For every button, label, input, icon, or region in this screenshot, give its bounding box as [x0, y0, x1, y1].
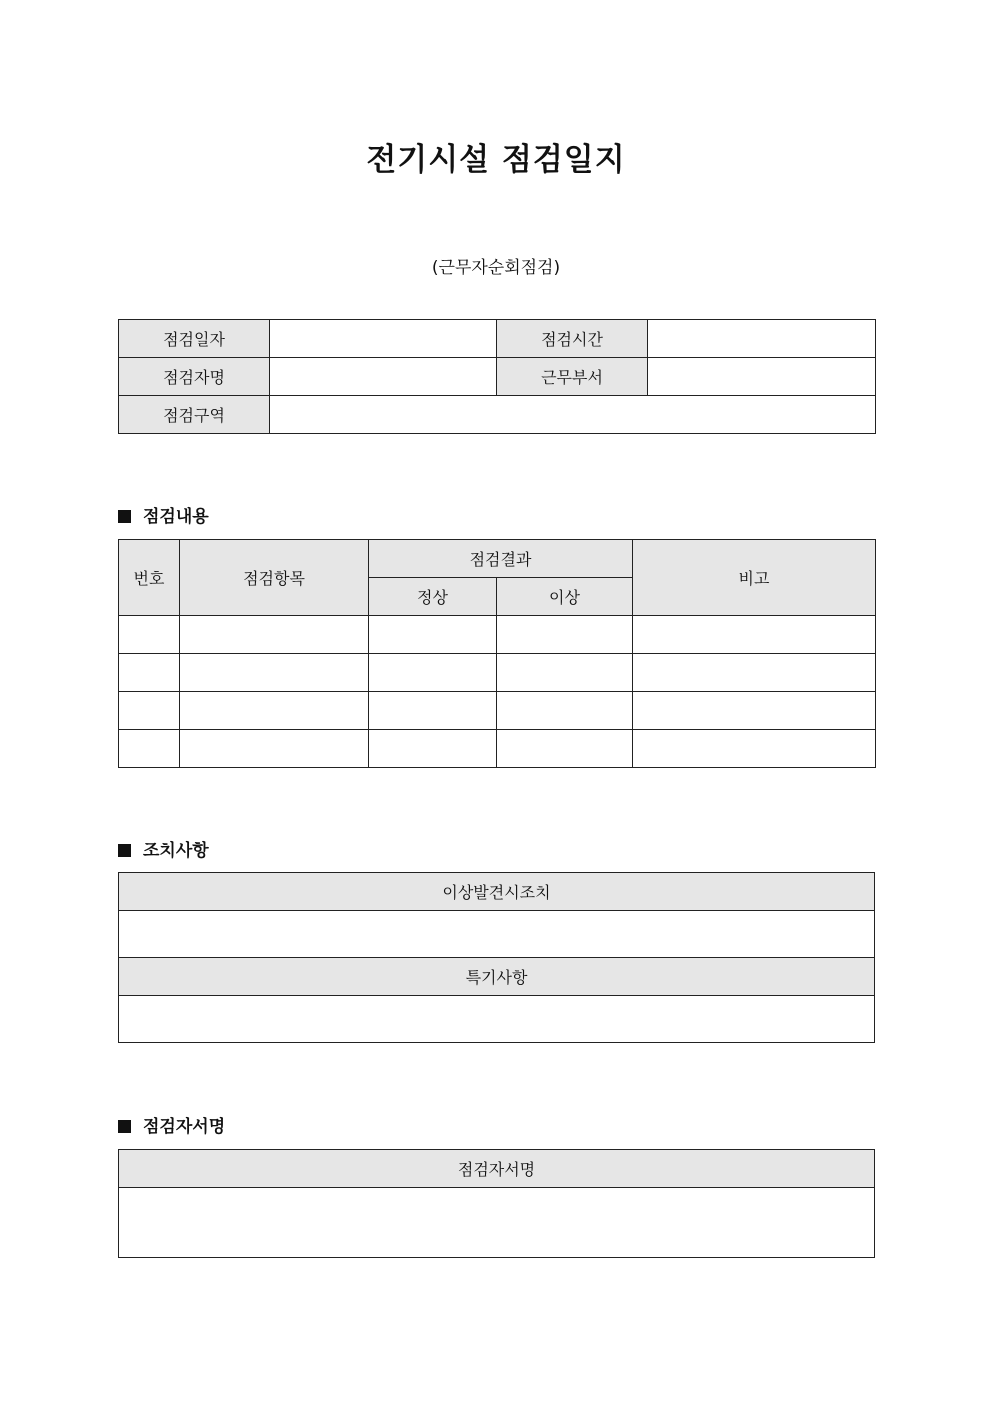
row-abnormal-cell[interactable] — [497, 654, 633, 692]
inspection-items-table — [118, 539, 876, 768]
table-row — [119, 692, 876, 730]
square-bullet-icon — [118, 844, 131, 857]
row-item-cell[interactable] — [180, 654, 369, 692]
row-item-cell[interactable] — [180, 616, 369, 654]
row-normal-cell[interactable] — [369, 730, 497, 768]
special-notes-field[interactable] — [119, 996, 875, 1043]
signature-field[interactable] — [119, 1188, 875, 1258]
area-label: 점검구역 — [119, 396, 270, 434]
page-title: 전기시설 점검일지 — [366, 142, 626, 178]
row-note-cell[interactable] — [633, 616, 876, 654]
row-note-cell[interactable] — [633, 654, 876, 692]
row-no-cell[interactable] — [119, 616, 180, 654]
section-title: 점검자서명 — [143, 1117, 226, 1137]
date-field[interactable] — [270, 320, 497, 358]
area-field[interactable] — [270, 396, 876, 434]
row-note-cell[interactable] — [633, 692, 876, 730]
time-label: 점검시간 — [497, 320, 648, 358]
row-abnormal-cell[interactable] — [497, 692, 633, 730]
section-heading-contents — [118, 502, 209, 527]
table-row — [119, 730, 876, 768]
dept-label: 근무부서 — [497, 358, 648, 396]
table-row — [119, 616, 876, 654]
col-header-abnormal: 이상 — [497, 578, 633, 616]
signature-table — [118, 1149, 875, 1258]
col-header-item: 점검항목 — [180, 540, 369, 616]
row-no-cell[interactable] — [119, 692, 180, 730]
square-bullet-icon — [118, 510, 131, 523]
section-heading-signature — [118, 1112, 225, 1137]
row-normal-cell[interactable] — [369, 654, 497, 692]
row-normal-cell[interactable] — [369, 692, 497, 730]
signature-label: 점검자서명 — [119, 1150, 875, 1188]
col-header-no: 번호 — [119, 540, 180, 616]
row-normal-cell[interactable] — [369, 616, 497, 654]
dept-field[interactable] — [648, 358, 876, 396]
page-subtitle: (근무자순회점검) — [431, 258, 561, 278]
abnormal-action-label: 이상발견시조치 — [119, 873, 875, 911]
actions-table — [118, 872, 875, 1043]
section-heading-actions — [118, 836, 209, 861]
col-header-note: 비고 — [633, 540, 876, 616]
square-bullet-icon — [118, 1120, 131, 1133]
row-item-cell[interactable] — [180, 692, 369, 730]
inspector-label: 점검자명 — [119, 358, 270, 396]
time-field[interactable] — [648, 320, 876, 358]
abnormal-action-field[interactable] — [119, 911, 875, 958]
section-title: 조치사항 — [143, 841, 209, 861]
col-header-normal: 정상 — [369, 578, 497, 616]
row-note-cell[interactable] — [633, 730, 876, 768]
info-table — [118, 319, 876, 434]
row-item-cell[interactable] — [180, 730, 369, 768]
col-header-result: 점검결과 — [369, 540, 633, 578]
row-abnormal-cell[interactable] — [497, 616, 633, 654]
inspector-field[interactable] — [270, 358, 497, 396]
special-notes-label: 특기사항 — [119, 958, 875, 996]
section-title: 점검내용 — [143, 507, 209, 527]
row-abnormal-cell[interactable] — [497, 730, 633, 768]
row-no-cell[interactable] — [119, 654, 180, 692]
date-label: 점검일자 — [119, 320, 270, 358]
table-row — [119, 654, 876, 692]
row-no-cell[interactable] — [119, 730, 180, 768]
